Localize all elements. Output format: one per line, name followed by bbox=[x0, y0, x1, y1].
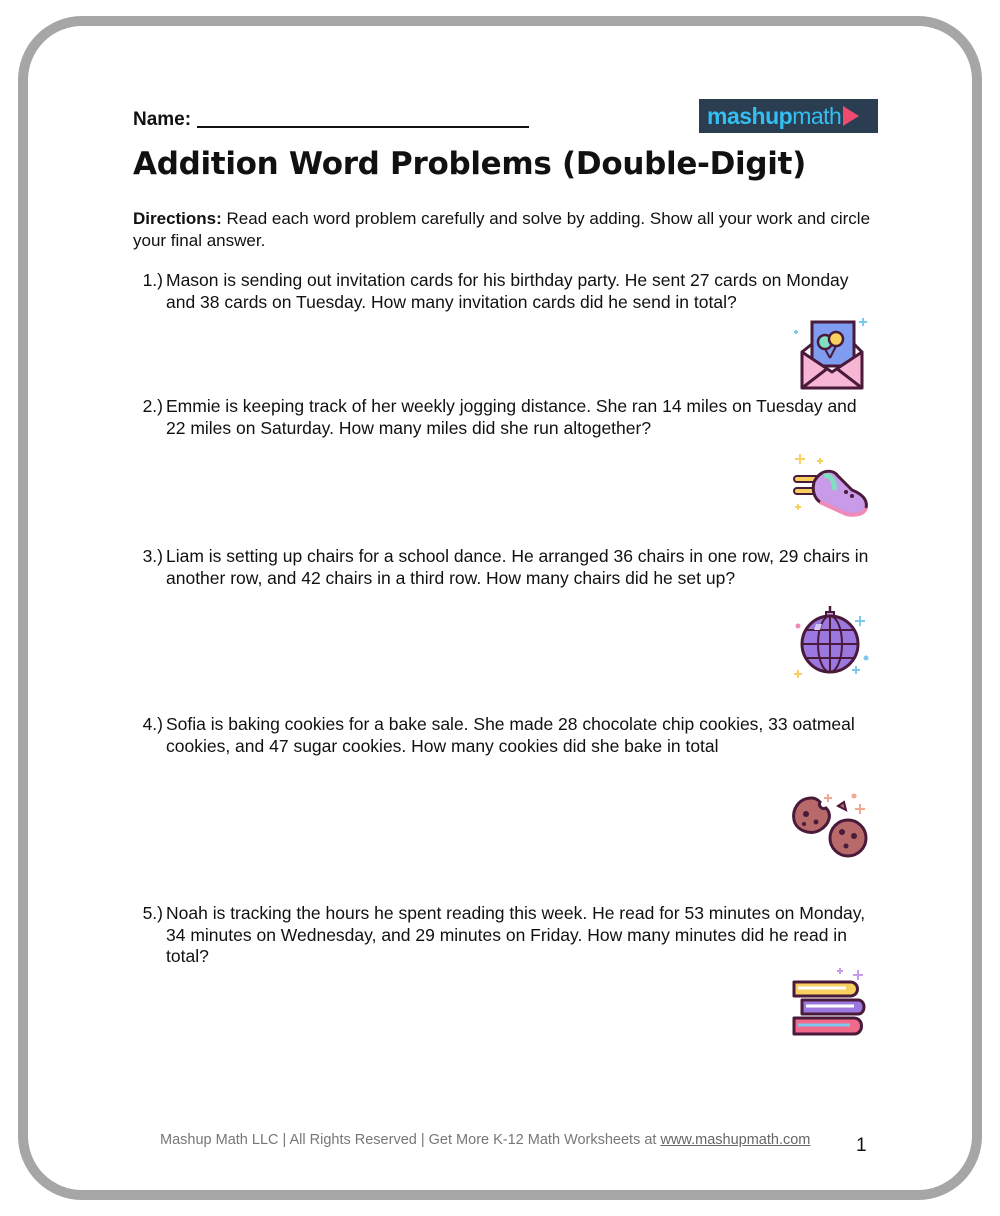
footer-text: Mashup Math LLC | All Rights Reserved | Get More K-12 Math Worksheets at bbox=[160, 1132, 661, 1148]
problem-text: Emmie is keeping track of her weekly jogging distance. She ran 14 miles on Tuesday and 22 miles on Saturday. How many miles did she run altogether? bbox=[166, 396, 857, 438]
logo-text bbox=[707, 102, 842, 129]
page-title: Addition Word Problems (Double-Digit) bbox=[133, 146, 806, 182]
invitation-envelope-icon bbox=[792, 312, 870, 392]
name-label: Name: bbox=[133, 109, 192, 130]
problem-number: 4.) bbox=[142, 714, 163, 734]
name-underline[interactable] bbox=[197, 126, 529, 128]
problem-text: Mason is sending out invitation cards for his birthday party. He sent 27 cards on Monday and 38 cards on Tuesday. How many invitation cards did he send in total? bbox=[166, 270, 849, 312]
footer bbox=[160, 1132, 820, 1148]
problem-text: Liam is setting up chairs for a school dance. He arranged 36 chairs in one row, 29 chairs in another row, and 42 chairs in a third row. How many chairs did he set up? bbox=[166, 546, 869, 588]
play-triangle-icon bbox=[843, 106, 859, 126]
problem-text: Sofia is baking cookies for a bake sale. She made 28 chocolate chip cookies, 33 oatmeal cookies, and 47 sugar cookies. How many cookies did she bake in total bbox=[166, 714, 855, 756]
problem-number: 3.) bbox=[142, 546, 163, 566]
disco-ball-icon bbox=[790, 604, 870, 684]
logo-text-mashup: mashup bbox=[707, 102, 793, 129]
problem-number: 1.) bbox=[142, 270, 163, 290]
directions-label: Directions: bbox=[133, 209, 222, 228]
cookies-icon bbox=[788, 790, 872, 862]
page-number: 1 bbox=[856, 1135, 867, 1156]
logo-text-math: math bbox=[792, 102, 842, 129]
running-shoe-icon bbox=[790, 452, 870, 522]
directions-text: Read each word problem carefully and solve by adding. Show all your work and circle your final answer. bbox=[133, 209, 871, 250]
directions bbox=[133, 208, 873, 252]
name-field[interactable] bbox=[133, 108, 533, 134]
mashup-math-logo bbox=[699, 99, 878, 133]
problem-text: Noah is tracking the hours he spent reading this week. He read for 53 minutes on Monday, 34 minutes on Wednesday, and 29 minutes on Friday. How many minutes did he read in total? bbox=[166, 903, 866, 966]
footer-link[interactable]: www.mashupmath.com bbox=[660, 1132, 811, 1148]
book-stack-icon bbox=[788, 966, 872, 1046]
problem-number: 5.) bbox=[142, 903, 163, 923]
problem-number: 2.) bbox=[142, 396, 163, 416]
